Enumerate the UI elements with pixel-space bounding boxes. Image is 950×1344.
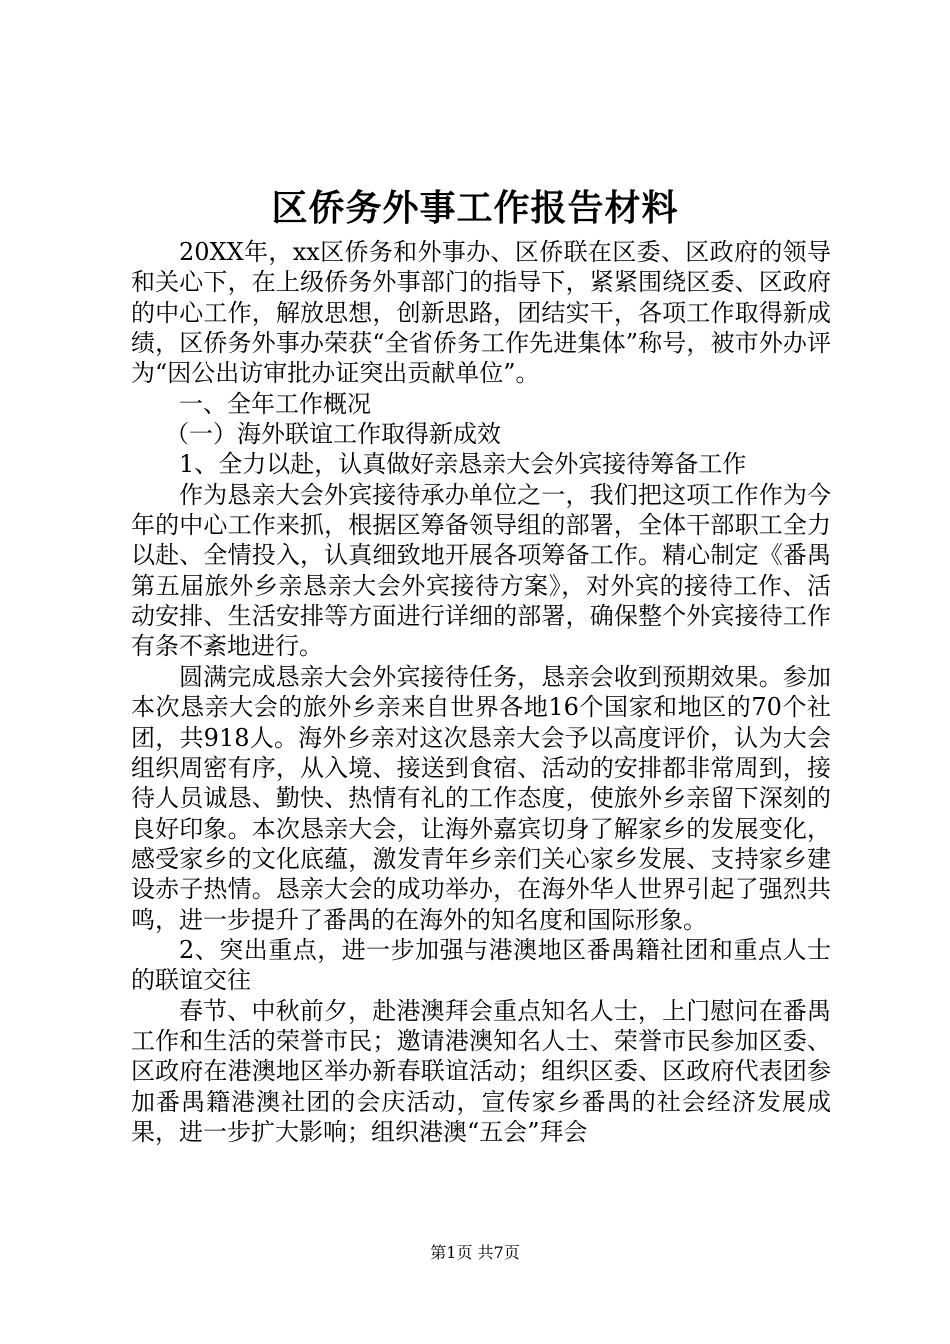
paragraph: 圆满完成恳亲大会外宾接待任务，恳亲会收到预期效果。参加本次恳亲大会的旅外乡亲来自世界各地16个国家和地区的70个社团，共918人。海外乡亲对这次恳亲大会予以高度评价，认为大会组织周密有序，从入境、接送到食宿、活动的安排都非常周到，接待人员诚恳、勤快、热情有礼的工作态度，使旅外乡亲留下深刻的良好印象。本次恳亲大会，让海外嘉宾切身了解家乡的发展变化，感受家乡的文化底蕴，激发青年乡亲们关心家乡发展、支持家乡建设赤子热情。恳亲大会的成功举办，在海外华人世界引起了强烈共鸣，进一步提升了番禺的在海外的知名度和国际形象。	[131, 662, 831, 934]
item-heading: 1、全力以赴，认真做好亲恳亲大会外宾接待筹备工作	[179, 450, 747, 479]
document-title: 区侨务外事工作报告材料	[271, 187, 679, 229]
paragraph: 作为恳亲大会外宾接待承办单位之一，我们把这项工作作为今年的中心工作来抓，根据区筹备领导组的部署，全体干部职工全力以赴、全情投入，认真细致地开展各项筹备工作。精心制定《番禺第五届旅外乡亲恳亲大会外宾接待方案》，对外宾的接待工作、活动安排、生活安排等方面进行详细的部署，确保整个外宾接待工作有条不紊地进行。	[131, 480, 831, 661]
paragraph: 春节、中秋前夕，赴港澳拜会重点知名人士，上门慰问在番禺工作和生活的荣誉市民；邀请港澳知名人士、荣誉市民参加区委、区政府在港澳地区举办新春联谊活动；组织区委、区政府代表团参加番禺籍港澳社团的会庆活动，宣传家乡番禺的社会经济发展成果，进一步扩大影响；组织港澳“五会”拜会	[131, 996, 831, 1146]
subsection-heading: （一）海外联谊工作取得新成效	[165, 420, 501, 449]
item-heading: 2、突出重点，进一步加强与港澳地区番禺籍社团和重点人士的联谊交往	[131, 935, 831, 995]
page-footer: 第1页 共7页	[430, 1243, 520, 1262]
section-heading: 一、全年工作概况	[179, 389, 371, 418]
document-body	[131, 237, 831, 1147]
paragraph-intro: 20XX年，xx区侨务和外事办、区侨联在区委、区政府的领导和关心下，在上级侨务外事部门的指导下，紧紧围绕区委、区政府的中心工作，解放思想，创新思路，团结实干，各项工作取得新成绩，区侨务外事办荣获“全省侨务工作先进集体”称号，被市外办评为“因公出访审批办证突出贡献单位”。	[131, 238, 831, 388]
